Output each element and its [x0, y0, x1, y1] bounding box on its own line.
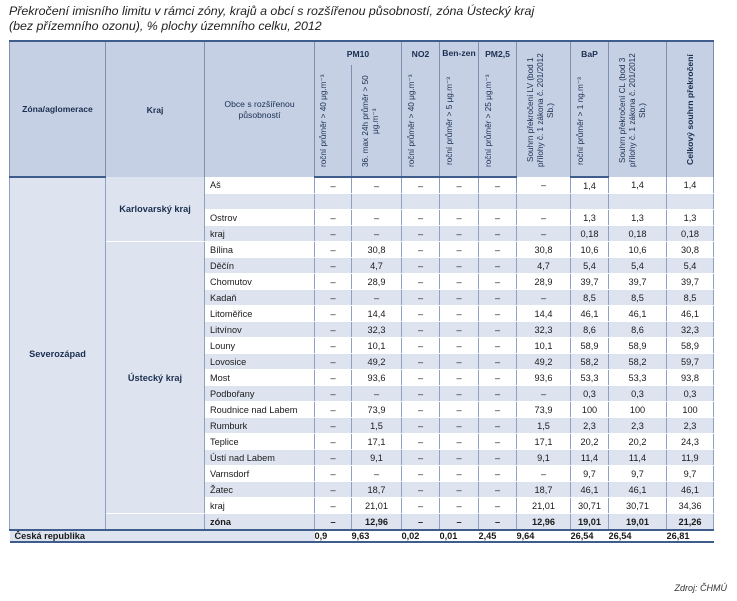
- title-line-1: Překročení imisního limitu v rámci zóny, krajů a obcí s rozšířenou působností, zóna Ústecký kraj: [9, 4, 535, 18]
- total-value: 26,54: [571, 530, 609, 542]
- value-cell: 19,01: [609, 514, 667, 531]
- value-cell: –: [402, 322, 440, 338]
- value-cell: [667, 194, 714, 210]
- value-cell: 10,1: [517, 338, 571, 354]
- value-cell: 18,7: [517, 482, 571, 498]
- value-cell: –: [315, 354, 352, 370]
- value-cell: –: [315, 498, 352, 514]
- total-value: 0,9: [315, 530, 352, 542]
- value-cell: [440, 194, 479, 210]
- header-benzen: Ben-zen: [440, 41, 479, 65]
- value-cell: 46,1: [571, 306, 609, 322]
- header-pm10-annual: roční průměr > 40 μg.m⁻³: [319, 74, 328, 167]
- municipality-cell: Žatec: [205, 482, 315, 498]
- value-cell: 9,7: [667, 466, 714, 482]
- value-cell: –: [479, 370, 517, 386]
- value-cell: –: [479, 498, 517, 514]
- value-cell: –: [352, 386, 402, 402]
- municipality-cell: Aš: [205, 177, 315, 194]
- value-cell: –: [440, 498, 479, 514]
- value-cell: 53,3: [609, 370, 667, 386]
- value-cell: –: [402, 514, 440, 531]
- value-cell: 73,9: [517, 402, 571, 418]
- value-cell: 39,7: [571, 274, 609, 290]
- value-cell: 73,9: [352, 402, 402, 418]
- value-cell: 1,3: [571, 210, 609, 226]
- value-cell: –: [440, 482, 479, 498]
- value-cell: –: [479, 226, 517, 242]
- value-cell: –: [440, 290, 479, 306]
- value-cell: –: [315, 290, 352, 306]
- value-cell: –: [402, 306, 440, 322]
- value-cell: 34,36: [667, 498, 714, 514]
- value-cell: 58,9: [667, 338, 714, 354]
- value-cell: –: [402, 498, 440, 514]
- value-cell: –: [517, 177, 571, 194]
- value-cell: –: [479, 402, 517, 418]
- total-value: 0,02: [402, 530, 440, 542]
- value-cell: 59,7: [667, 354, 714, 370]
- value-cell: 5,4: [571, 258, 609, 274]
- value-cell: –: [440, 354, 479, 370]
- municipality-cell: Děčín: [205, 258, 315, 274]
- value-cell: –: [440, 418, 479, 434]
- value-cell: –: [402, 482, 440, 498]
- value-cell: –: [517, 466, 571, 482]
- value-cell: –: [440, 466, 479, 482]
- value-cell: [352, 194, 402, 210]
- value-cell: 28,9: [517, 274, 571, 290]
- value-cell: 1,5: [517, 418, 571, 434]
- value-cell: 4,7: [352, 258, 402, 274]
- header-sum-lv: Souhrn překročení LV (bod 1 přílohy č. 1 zákona č. 201/2012 Sb.): [525, 52, 555, 167]
- value-cell: 21,01: [517, 498, 571, 514]
- value-cell: –: [479, 338, 517, 354]
- value-cell: 46,1: [609, 306, 667, 322]
- value-cell: 11,4: [609, 450, 667, 466]
- empty-kraj-cell: [106, 514, 205, 531]
- value-cell: 5,4: [667, 258, 714, 274]
- total-value: 0,01: [440, 530, 479, 542]
- header-bap: BaP: [571, 41, 609, 65]
- value-cell: 0,3: [609, 386, 667, 402]
- value-cell: 1,4: [609, 177, 667, 194]
- value-cell: 0,3: [667, 386, 714, 402]
- kraj-cell-ustecky: Ústecký kraj: [106, 242, 205, 514]
- value-cell: 17,1: [352, 434, 402, 450]
- value-cell: –: [517, 210, 571, 226]
- total-value: 26,81: [667, 530, 714, 542]
- value-cell: –: [479, 290, 517, 306]
- value-cell: –: [479, 322, 517, 338]
- value-cell: –: [517, 386, 571, 402]
- value-cell: 32,3: [352, 322, 402, 338]
- municipality-cell: Ostrov: [205, 210, 315, 226]
- value-cell: –: [402, 466, 440, 482]
- value-cell: 46,1: [609, 482, 667, 498]
- total-row: [10, 530, 714, 542]
- value-cell: 30,71: [571, 498, 609, 514]
- value-cell: 58,2: [571, 354, 609, 370]
- value-cell: –: [402, 177, 440, 194]
- value-cell: –: [479, 466, 517, 482]
- municipality-cell: Chomutov: [205, 274, 315, 290]
- value-cell: –: [315, 450, 352, 466]
- value-cell: –: [315, 274, 352, 290]
- value-cell: 10,6: [609, 242, 667, 258]
- title-line-2: (bez přízemního ozonu), % plochy územního celku, 2012: [9, 19, 322, 33]
- value-cell: –: [517, 290, 571, 306]
- value-cell: 1,3: [609, 210, 667, 226]
- table-row: [10, 514, 714, 531]
- value-cell: –: [479, 514, 517, 531]
- total-label: Česká republika: [10, 530, 315, 542]
- value-cell: –: [315, 210, 352, 226]
- value-cell: 1,4: [667, 177, 714, 194]
- value-cell: –: [315, 242, 352, 258]
- value-cell: 10,1: [352, 338, 402, 354]
- value-cell: –: [315, 322, 352, 338]
- value-cell: –: [440, 177, 479, 194]
- value-cell: 9,7: [609, 466, 667, 482]
- value-cell: –: [479, 242, 517, 258]
- value-cell: 93,8: [667, 370, 714, 386]
- header-kraj: Kraj: [106, 41, 205, 177]
- municipality-cell: Podbořany: [205, 386, 315, 402]
- header-benzen-annual: roční průměr > 5 μg.m⁻³: [445, 76, 454, 165]
- value-cell: 1,5: [352, 418, 402, 434]
- value-cell: –: [402, 338, 440, 354]
- value-cell: –: [402, 242, 440, 258]
- value-cell: 12,96: [517, 514, 571, 531]
- table-row: [10, 177, 714, 194]
- value-cell: –: [315, 386, 352, 402]
- municipality-cell: Varnsdorf: [205, 466, 315, 482]
- value-cell: –: [440, 258, 479, 274]
- header-bap-annual: roční průměr > 1 ng.m⁻³: [575, 76, 585, 165]
- value-cell: 18,7: [352, 482, 402, 498]
- value-cell: 9,7: [571, 466, 609, 482]
- value-cell: –: [479, 274, 517, 290]
- municipality-cell: Litoměřice: [205, 306, 315, 322]
- header-no2-annual: roční průměr > 40 μg.m⁻³: [406, 74, 416, 167]
- value-cell: 30,8: [352, 242, 402, 258]
- value-cell: –: [479, 258, 517, 274]
- value-cell: –: [315, 466, 352, 482]
- value-cell: 58,9: [609, 338, 667, 354]
- value-cell: –: [315, 418, 352, 434]
- value-cell: 30,8: [517, 242, 571, 258]
- value-cell: –: [315, 258, 352, 274]
- header-sum-tv: Souhrn překročení CL (bod 3 přílohy č. 1 zákona č. 201/2012 Sb.): [617, 52, 647, 167]
- source-note: Zdroj: ČHMÚ: [674, 583, 727, 593]
- value-cell: –: [352, 177, 402, 194]
- header-pm25: PM2,5: [479, 41, 517, 65]
- value-cell: –: [315, 482, 352, 498]
- value-cell: 21,26: [667, 514, 714, 531]
- value-cell: 0,18: [667, 226, 714, 242]
- value-cell: –: [440, 386, 479, 402]
- value-cell: 30,8: [667, 242, 714, 258]
- value-cell: –: [352, 290, 402, 306]
- municipality-cell: kraj: [205, 226, 315, 242]
- value-cell: –: [440, 210, 479, 226]
- value-cell: 0,18: [571, 226, 609, 242]
- value-cell: –: [315, 338, 352, 354]
- value-cell: –: [440, 514, 479, 531]
- value-cell: 8,6: [609, 322, 667, 338]
- value-cell: –: [315, 177, 352, 194]
- value-cell: –: [440, 226, 479, 242]
- value-cell: 24,3: [667, 434, 714, 450]
- value-cell: –: [402, 418, 440, 434]
- municipality-cell: Ústí nad Labem: [205, 450, 315, 466]
- value-cell: –: [315, 514, 352, 531]
- value-cell: –: [479, 354, 517, 370]
- value-cell: –: [517, 226, 571, 242]
- value-cell: 14,4: [352, 306, 402, 322]
- value-cell: 2,3: [571, 418, 609, 434]
- value-cell: 100: [609, 402, 667, 418]
- municipality-cell: Bílina: [205, 242, 315, 258]
- value-cell: 0,18: [609, 226, 667, 242]
- municipality-cell: Rumburk: [205, 418, 315, 434]
- value-cell: 9,1: [352, 450, 402, 466]
- municipality-cell: Kadaň: [205, 290, 315, 306]
- municipality-cell: Louny: [205, 338, 315, 354]
- value-cell: 100: [667, 402, 714, 418]
- value-cell: –: [402, 210, 440, 226]
- value-cell: –: [402, 434, 440, 450]
- value-cell: 46,1: [571, 482, 609, 498]
- header-zone: Zóna/aglomerace: [10, 41, 106, 177]
- value-cell: –: [440, 242, 479, 258]
- value-cell: 20,2: [571, 434, 609, 450]
- value-cell: 39,7: [667, 274, 714, 290]
- value-cell: [402, 194, 440, 210]
- exceedance-table: [9, 40, 714, 543]
- value-cell: –: [479, 450, 517, 466]
- total-value: 9,63: [352, 530, 402, 542]
- value-cell: –: [479, 482, 517, 498]
- header-obce: Obce s rozšířenou působností: [205, 41, 315, 177]
- value-cell: 39,7: [609, 274, 667, 290]
- value-cell: –: [440, 370, 479, 386]
- value-cell: 58,2: [609, 354, 667, 370]
- value-cell: 30,71: [609, 498, 667, 514]
- total-value: 2,45: [479, 530, 517, 542]
- value-cell: –: [402, 258, 440, 274]
- value-cell: 17,1: [517, 434, 571, 450]
- value-cell: 46,1: [667, 306, 714, 322]
- value-cell: –: [402, 274, 440, 290]
- value-cell: 1,4: [571, 177, 609, 194]
- value-cell: 12,96: [352, 514, 402, 531]
- value-cell: –: [479, 386, 517, 402]
- value-cell: –: [402, 354, 440, 370]
- value-cell: –: [479, 418, 517, 434]
- value-cell: 32,3: [517, 322, 571, 338]
- municipality-cell: [205, 194, 315, 210]
- municipality-cell: Lovosice: [205, 354, 315, 370]
- value-cell: –: [352, 466, 402, 482]
- value-cell: –: [440, 274, 479, 290]
- value-cell: 93,6: [352, 370, 402, 386]
- value-cell: 49,2: [517, 354, 571, 370]
- value-cell: 32,3: [667, 322, 714, 338]
- value-cell: 9,1: [517, 450, 571, 466]
- value-cell: 93,6: [517, 370, 571, 386]
- value-cell: 1,3: [667, 210, 714, 226]
- total-value: 26,54: [609, 530, 667, 542]
- value-cell: 2,3: [609, 418, 667, 434]
- value-cell: [609, 194, 667, 210]
- value-cell: –: [440, 306, 479, 322]
- value-cell: [315, 194, 352, 210]
- value-cell: 14,4: [517, 306, 571, 322]
- value-cell: –: [352, 226, 402, 242]
- municipality-cell: Roudnice nad Labem: [205, 402, 315, 418]
- value-cell: [571, 194, 609, 210]
- value-cell: 11,9: [667, 450, 714, 466]
- value-cell: –: [402, 226, 440, 242]
- value-cell: 20,2: [609, 434, 667, 450]
- value-cell: 28,9: [352, 274, 402, 290]
- value-cell: –: [402, 450, 440, 466]
- header-total: Celkový souhrn překročení: [685, 54, 695, 165]
- value-cell: –: [315, 306, 352, 322]
- value-cell: –: [315, 370, 352, 386]
- value-cell: 0,3: [571, 386, 609, 402]
- value-cell: –: [479, 434, 517, 450]
- value-cell: [517, 194, 571, 210]
- table-title: [9, 4, 729, 34]
- municipality-cell: Teplice: [205, 434, 315, 450]
- value-cell: 5,4: [609, 258, 667, 274]
- value-cell: 10,6: [571, 242, 609, 258]
- value-cell: –: [315, 226, 352, 242]
- value-cell: 11,4: [571, 450, 609, 466]
- header-pm10: PM10: [315, 41, 402, 65]
- value-cell: –: [402, 386, 440, 402]
- value-cell: –: [402, 402, 440, 418]
- value-cell: –: [440, 322, 479, 338]
- value-cell: 8,5: [609, 290, 667, 306]
- value-cell: 2,3: [667, 418, 714, 434]
- value-cell: 53,3: [571, 370, 609, 386]
- value-cell: 19,01: [571, 514, 609, 531]
- value-cell: 58,9: [571, 338, 609, 354]
- total-value: 9,64: [517, 530, 571, 542]
- value-cell: 4,7: [517, 258, 571, 274]
- value-cell: –: [440, 402, 479, 418]
- value-cell: 8,5: [667, 290, 714, 306]
- header-no2: NO2: [402, 41, 440, 65]
- value-cell: –: [440, 338, 479, 354]
- value-cell: 46,1: [667, 482, 714, 498]
- value-cell: –: [479, 306, 517, 322]
- value-cell: –: [315, 402, 352, 418]
- municipality-cell: kraj: [205, 498, 315, 514]
- value-cell: –: [352, 210, 402, 226]
- value-cell: –: [440, 450, 479, 466]
- value-cell: –: [479, 177, 517, 194]
- header-pm25-annual: roční průměr > 25 μg.m⁻³: [483, 74, 493, 167]
- value-cell: –: [479, 210, 517, 226]
- table-body: [10, 177, 714, 530]
- zone-cell: Severozápad: [10, 177, 106, 530]
- value-cell: –: [402, 370, 440, 386]
- municipality-cell: Litvínov: [205, 322, 315, 338]
- value-cell: 8,5: [571, 290, 609, 306]
- header-pm10-24h: 36. max 24h průměr > 50 μg.m⁻³: [360, 74, 380, 167]
- municipality-cell: Most: [205, 370, 315, 386]
- value-cell: –: [440, 434, 479, 450]
- kraj-cell-karlovarsky: Karlovarský kraj: [106, 177, 205, 242]
- value-cell: 49,2: [352, 354, 402, 370]
- value-cell: 100: [571, 402, 609, 418]
- table-row: [10, 242, 714, 258]
- value-cell: [479, 194, 517, 210]
- value-cell: –: [402, 290, 440, 306]
- value-cell: 8,6: [571, 322, 609, 338]
- municipality-cell: zóna: [205, 514, 315, 531]
- value-cell: –: [315, 434, 352, 450]
- value-cell: 21,01: [352, 498, 402, 514]
